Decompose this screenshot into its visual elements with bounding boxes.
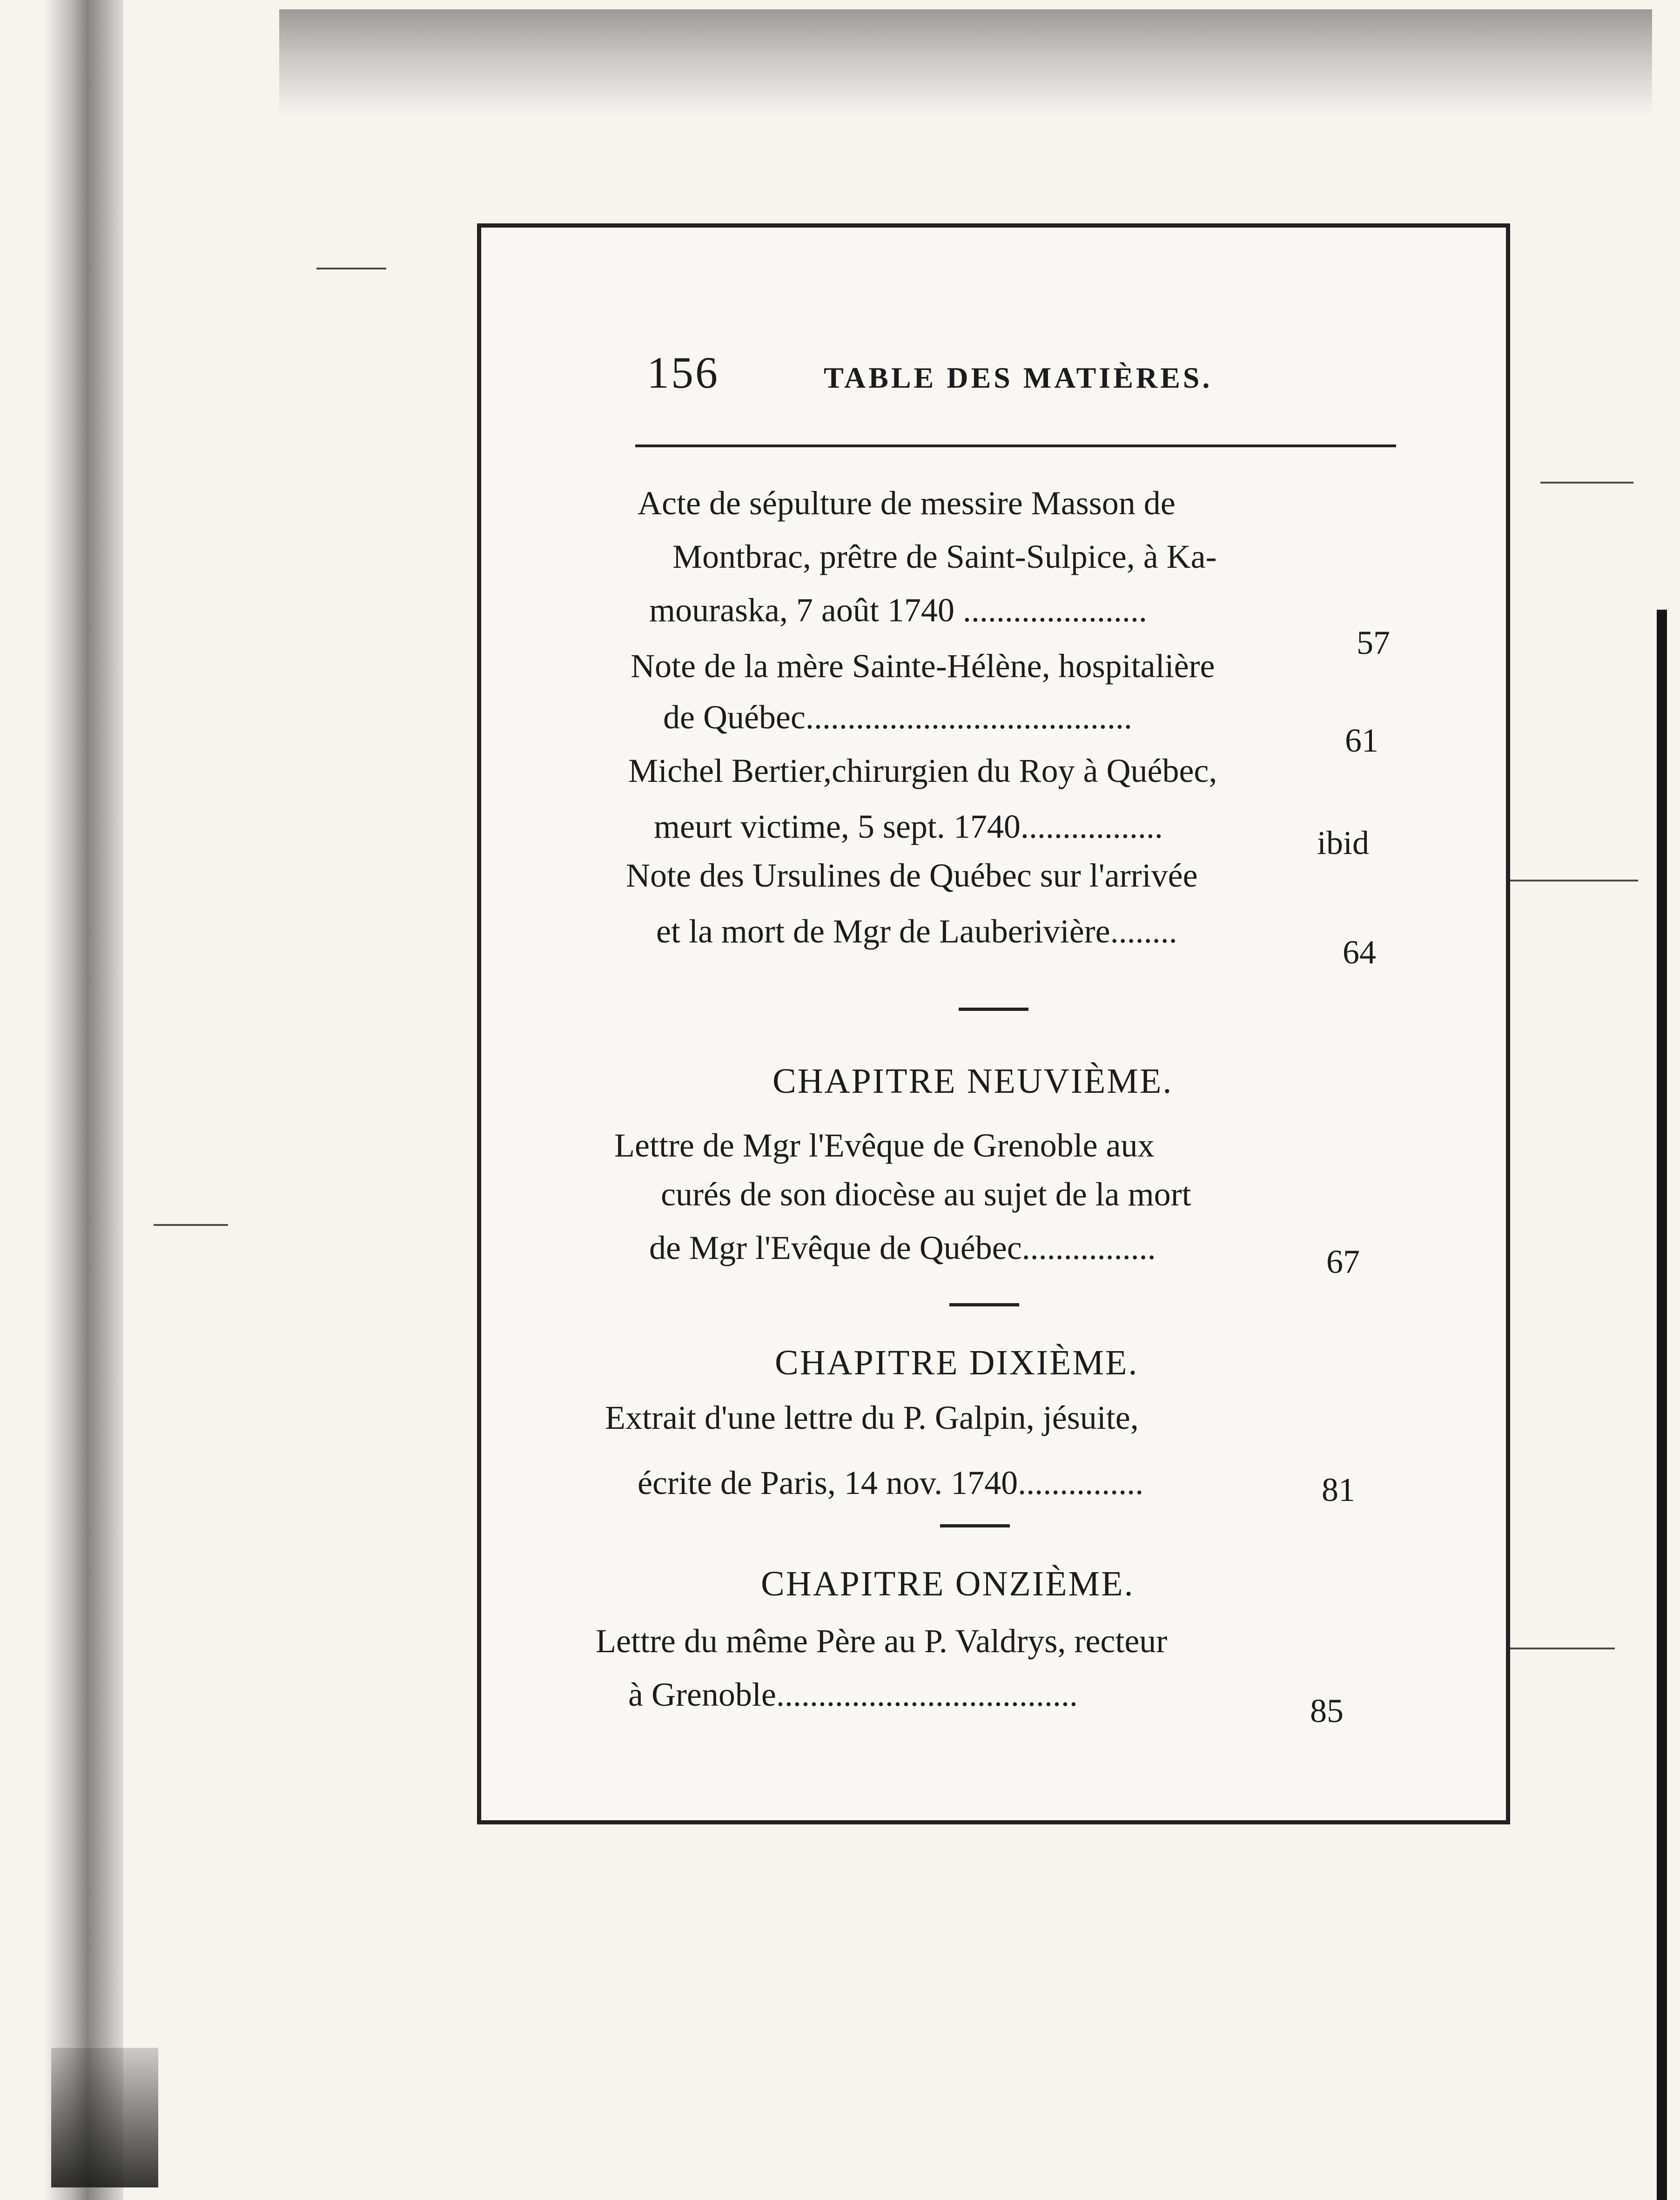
section-divider — [940, 1524, 1010, 1527]
toc-page-ref: 85 — [1310, 1692, 1344, 1729]
toc-page-ref: 67 — [1326, 1243, 1360, 1280]
toc-entry-line: Michel Bertier,chirurgien du Roy à Québec, — [628, 752, 1217, 789]
toc-entry-line: et la mort de Mgr de Lauberivière........ — [656, 913, 1177, 950]
toc-entry-line: de Québec....................................... — [663, 699, 1132, 736]
toc-entry-line: Note de la mère Sainte-Hélène, hospitalière — [631, 647, 1215, 685]
toc-entry-line: Lettre du même Père au P. Valdrys, recteur — [596, 1622, 1168, 1660]
chapter-heading: CHAPITRE DIXIÈME. — [775, 1343, 1139, 1382]
toc-entry-line: Note des Ursulines de Québec sur l'arrivée — [626, 857, 1198, 894]
running-title: TABLE DES MATIÈRES. — [824, 361, 1213, 394]
toc-entry-line: Acte de sépulture de messire Masson de — [638, 484, 1176, 522]
toc-page-ref: ibid — [1317, 824, 1370, 861]
toc-entry-line: curés de son diocèse au sujet de la mort — [661, 1176, 1191, 1213]
toc-entry-line: meurt victime, 5 sept. 1740................. — [654, 808, 1163, 845]
toc-entry-line: de Mgr l'Evêque de Québec................ — [649, 1229, 1156, 1266]
toc-entry-line: Lettre de Mgr l'Evêque de Grenoble aux — [614, 1127, 1155, 1164]
toc-entry-line: Montbrac, prêtre de Saint-Sulpice, à Ka- — [672, 538, 1217, 575]
toc-page-ref: 57 — [1357, 624, 1390, 661]
chapter-heading: CHAPITRE ONZIÈME. — [761, 1564, 1135, 1603]
chapter-heading: CHAPITRE NEUVIÈME. — [773, 1062, 1173, 1101]
toc-entry-line: mouraska, 7 août 1740 ...................... — [649, 592, 1147, 629]
section-divider — [959, 1008, 1028, 1011]
toc-page-ref: 64 — [1343, 934, 1376, 971]
toc-entry-line: écrite de Paris, 14 nov. 1740............... — [638, 1464, 1144, 1501]
toc-entry-line: Extrait d'une lettre du P. Galpin, jésuite, — [605, 1399, 1139, 1436]
toc-page-ref: 61 — [1345, 722, 1378, 759]
section-divider — [949, 1303, 1019, 1306]
toc-page-ref: 81 — [1322, 1471, 1355, 1508]
toc-entry-line: à Grenoble.................................... — [628, 1676, 1078, 1713]
page-number: 156 — [647, 348, 719, 397]
